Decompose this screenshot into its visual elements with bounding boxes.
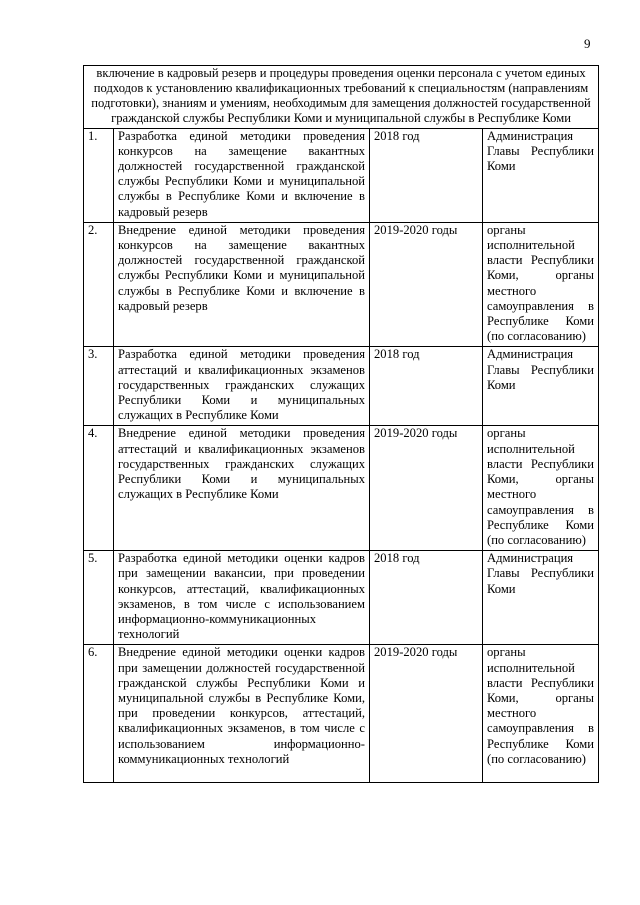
row-number: 1. xyxy=(84,128,114,222)
section-header: включение в кадровый резерв и процедуры проведения оценки персонала с учетом единых подходов к установлению квалификационных требований к специальностям (направлениям подготовки), знаниям и умениям, необходимым для замещения должностей государственной гражданской службы Республики Коми и муниципальной службы в Республике Коми xyxy=(84,66,599,129)
measures-table xyxy=(83,65,599,783)
section-header-row xyxy=(84,66,599,129)
implementation-period: 2019-2020 годы xyxy=(370,222,483,347)
table-row xyxy=(84,645,599,783)
implementation-period: 2018 год xyxy=(370,551,483,645)
measure-description: Внедрение единой методики оценки кадров при замещении должностей государственной гражданской службы Республики Коми и муниципальной службы в Республике Коми, при проведении конкурсов, аттестаций, квалификационных экзаменов, в том числе с использованием информационно-коммуникационных технологий xyxy=(114,645,370,783)
responsible-executor: Администрация Главы Республики Коми xyxy=(483,347,599,426)
row-number: 4. xyxy=(84,426,114,551)
row-number: 5. xyxy=(84,551,114,645)
row-number: 6. xyxy=(84,645,114,783)
measure-description: Разработка единой методики проведения конкурсов на замещение вакантных должностей государственной гражданской службы Республики Коми и муниципальной службы в Республике Коми и включение в кадровый резерв xyxy=(114,128,370,222)
table-row xyxy=(84,347,599,426)
row-number: 2. xyxy=(84,222,114,347)
table-row xyxy=(84,426,599,551)
measure-description: Разработка единой методики проведения аттестаций и квалификационных экзаменов государственных гражданских служащих Республики Коми и муниципальных служащих в Республике Коми xyxy=(114,347,370,426)
implementation-period: 2019-2020 годы xyxy=(370,426,483,551)
responsible-executor: органы исполнительной власти Республики Коми, органы местного самоуправления в Республике Коми (по согласованию) xyxy=(483,222,599,347)
measure-description: Внедрение единой методики проведения аттестаций и квалификационных экзаменов государственных гражданских служащих Республики Коми и муниципальных служащих в Республике Коми xyxy=(114,426,370,551)
measure-description: Разработка единой методики оценки кадров при замещении вакансии, при проведении конкурсов, аттестаций, квалификационных экзаменов, в том числе с использованием информационно-коммуникационных технологий xyxy=(114,551,370,645)
table-row xyxy=(84,128,599,222)
table-row xyxy=(84,551,599,645)
table-row xyxy=(84,222,599,347)
implementation-period: 2019-2020 годы xyxy=(370,645,483,783)
responsible-executor: органы исполнительной власти Республики Коми, органы местного самоуправления в Республике Коми (по согласованию) xyxy=(483,426,599,551)
implementation-period: 2018 год xyxy=(370,128,483,222)
responsible-executor: органы исполнительной власти Республики Коми, органы местного самоуправления в Республике Коми (по согласованию) xyxy=(483,645,599,783)
implementation-period: 2018 год xyxy=(370,347,483,426)
measure-description: Внедрение единой методики проведения конкурсов на замещение вакантных должностей государственной гражданской службы Республики Коми и муниципальной службы в Республике Коми и включение в кадровый резерв xyxy=(114,222,370,347)
responsible-executor: Администрация Главы Республики Коми xyxy=(483,551,599,645)
row-number: 3. xyxy=(84,347,114,426)
page-number: 9 xyxy=(584,36,591,51)
responsible-executor: Администрация Главы Республики Коми xyxy=(483,128,599,222)
